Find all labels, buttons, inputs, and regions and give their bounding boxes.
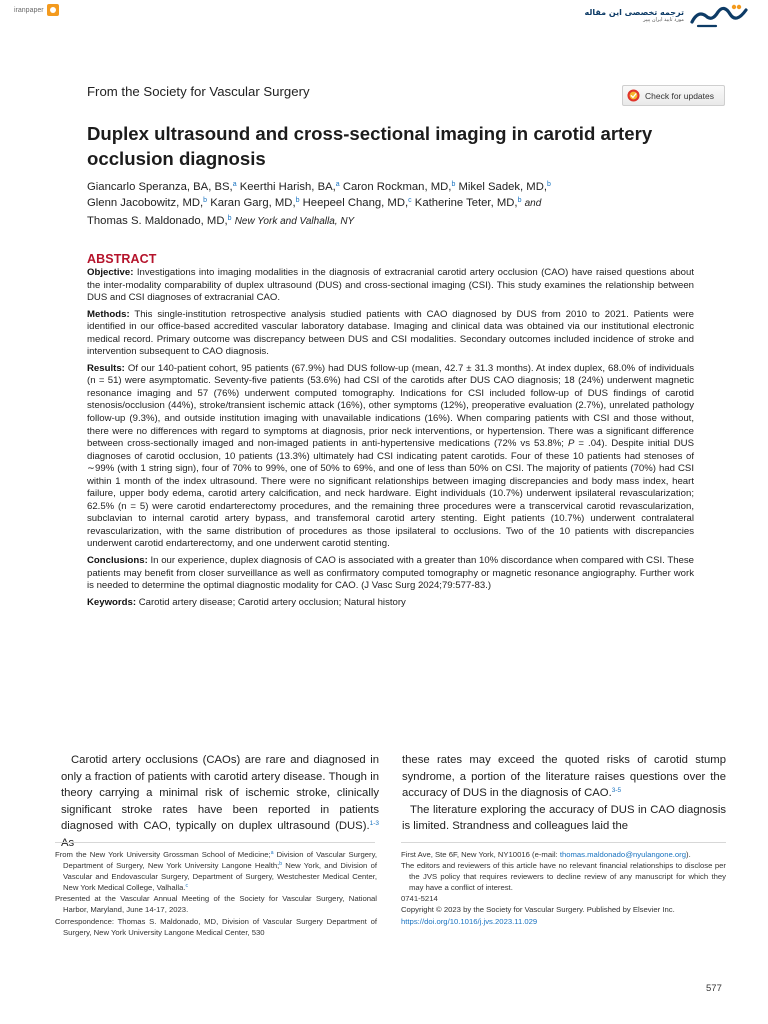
- results-text-cont: = .04). Despite initial DUS diagnoses of carotid occlusion, 10 patients (13.3%) ultimately had CSI indicating patent carotids. Four of these 10 patients had stenoses of ∼99% (with 1 string sign), four of 70% to 99%, one of 50% to 69%, and one of less than 50% on CSI. The majority of patients (70%) had CSI within 1 month of the index ultrasound. There were no significant relationships between imaging discrepancies and body mass index, heart failure, upper body edema, carotid artery calcification, and neck hardware. Eight individuals (10.7%) underwent ipsilateral revascularization; 62.5% (n = 5) were carotid endarterectomy procedures, and the remaining three procedures were a transcervical carotid revascularization, subclavian to internal carotid artery bypass, and transfemoral carotid artery stenting. Eight patients (10.7%) underwent contralateral revascularization, with the same distribution of procedures as those ipsilateral to occlusions. Two of the 10 patients with discrepancies underwent carotid endarterectomy, and one underwent carotid stenting.: [87, 438, 694, 550]
- article-title: Duplex ultrasound and cross-sectional imaging in carotid artery occlusion diagnosis: [87, 123, 653, 169]
- presented-footnote: Presented at the Vascular Annual Meeting of the Society for Vascular Surgery, National Harbor, Maryland, June 14-17, 2023.: [55, 894, 377, 915]
- intro-paragraph-cont: [402, 752, 726, 802]
- abstract-objective: [87, 267, 694, 305]
- literature-paragraph: The literature exploring the accuracy of DUS in CAO diagnosis is limited. Strandness and colleagues laid the: [402, 803, 726, 833]
- abstract-methods: [87, 309, 694, 359]
- copyright: Copyright © 2023 by the Society for Vascular Surgery. Published by Elsevier Inc.: [401, 905, 675, 915]
- affiliation-marker[interactable]: b: [547, 181, 551, 188]
- correspondence-footnote: Correspondence: Thomas S. Maldonado, MD, Division of Vascular Surgery Department of Surgery, New York University Langone Medical Center, 530: [55, 916, 377, 937]
- conclusions-label: Conclusions:: [87, 555, 148, 567]
- abstract-conclusions: [87, 555, 694, 593]
- methods-label: Methods:: [87, 308, 130, 320]
- affiliation-marker[interactable]: c: [408, 197, 412, 205]
- affiliation-marker[interactable]: b: [227, 214, 232, 222]
- iranpaper-wordmark: iranpaper: [14, 6, 44, 14]
- footnotes-left: [55, 849, 377, 938]
- keywords-label: Keywords:: [87, 596, 137, 608]
- author-location: New York and Valhalla, NY: [234, 215, 355, 227]
- affiliation-marker: a: [270, 850, 274, 856]
- objective-label: Objective:: [87, 267, 134, 278]
- address-continuation: [401, 849, 726, 860]
- doi-link[interactable]: https://doi.org/10.1016/j.jvs.2023.11.029: [401, 916, 538, 926]
- author-name: Karan Garg, MD,: [210, 197, 296, 210]
- methods-text: This single-institution retrospective analysis studied patients with CAO diagnosed by DUS from 2010 to 2021. Patients were identified in our office-based accredited vascular laboratory database. Imaging and clinical data was obtained via our institutional electronic medical record. Primary outcome was discrepancy between DUS and CSI modalities. Secondary outcomes included incidence of stroke and intervention subsequent to CAO diagnosis.: [87, 308, 694, 358]
- and-word: and: [524, 198, 542, 210]
- disclosure-footnote: The editors and reviewers of this article have no relevant financial relationships to disclose per the JVS policy that requires reviewers to decline review of any manuscript for which they may have a conflict of interest.: [401, 861, 726, 893]
- affiliation-marker[interactable]: a: [232, 181, 237, 188]
- results-p-symbol: P: [567, 438, 575, 450]
- abstract-keywords: [87, 597, 694, 610]
- affiliation-marker[interactable]: b: [517, 197, 522, 205]
- society-label: From the Society for Vascular Surgery: [87, 84, 310, 99]
- affiliation-marker[interactable]: a: [335, 181, 340, 188]
- keywords-text: Carotid artery disease; Carotid artery occlusion; Natural history: [138, 596, 406, 608]
- body-left-column: [61, 752, 379, 852]
- address-text: First Ave, Ste 6F, New York, NY10016 (e-mail:: [401, 850, 560, 859]
- check-for-updates-label: Check for updates: [645, 90, 714, 101]
- results-text: Of our 140-patient cohort, 95 patients (67.9%) had DUS follow-up (mean, 42.7 ± 31.3 months). At index duplex, 68.0% of individuals (n = 51) were asymptomatic. Seventy-five patients (53.6%) had CSI of the carotids after DUS CAO diagnosis; 18 (24%) underwent magnetic resonance imaging and 57 (76%) underwent computed tomography. Indications for CSI included follow-up of DUS findings of carotid stenosis/occlusion (44%), stroke/transient ischemic attack (16%), other symptoms (12%), preoperative evaluation (2.7%), unrelated pathology follow-up (9.3%), and outside institution imaging with unavailable indications (16%). When comparing patients with CSI and those without, there were no differences with regard to symptoms at diagnosis, prior neck interventions, or hypertension. There was a significant difference between cross-sectionally imaged and non-imaged patients in anti-hypertensive medications (72% vs 53.8%;: [87, 362, 695, 450]
- citation-link[interactable]: 3-5: [611, 787, 622, 795]
- affiliations-footnote: [55, 849, 377, 893]
- affiliation-text: From the New York University Grossman School of Medicine;: [55, 850, 271, 859]
- author-list: [87, 179, 707, 230]
- tarjomano-logo-icon: [688, 2, 750, 30]
- abstract-body: [87, 267, 694, 613]
- citation-link[interactable]: 1-3: [369, 820, 379, 828]
- author-name: Caron Rockman, MD,: [342, 181, 452, 193]
- crossmark-icon: [627, 89, 640, 102]
- conclusions-text: In our experience, duplex diagnosis of CAO is associated with a greater than 10% discordance when compared with CSI. These patients may benefit from closer surveillance as well as confirmatory computed tomography or magnetic resonance angiography. Further work is needed to determine the optimal diagnostic modality for CAO. (J Vasc Surg 2024;79:577-83.): [87, 555, 695, 592]
- author-name: Keerthi Harish, BA,: [239, 181, 336, 193]
- author-name: Heepeel Chang, MD,: [302, 197, 409, 210]
- affiliation-marker: b: [279, 861, 283, 868]
- affiliation-text: Division of Vascular Surgery, Department of Surgery, New York University Langone Health;: [63, 850, 377, 871]
- issn: 0741-5214: [401, 894, 438, 904]
- iranpaper-logo-icon: [47, 4, 59, 16]
- author-name: Katherine Teter, MD,: [414, 197, 518, 210]
- email-link[interactable]: thomas.maldonado@nyulangone.org: [559, 850, 687, 859]
- affiliation-marker[interactable]: b: [295, 197, 300, 205]
- abstract-heading: ABSTRACT: [87, 252, 157, 266]
- intro-continuation: these rates may exceed the quoted risks of carotid stump syndrome, a portion of the literature raises questions over the accuracy of DUS in the diagnosis of CAO.: [402, 754, 726, 800]
- page-number: 577: [706, 983, 722, 994]
- footnote-divider: [55, 842, 375, 843]
- tarjomano-tagline: ترجمه تخصصی این مقاله: [584, 8, 684, 18]
- affiliation-marker: c: [185, 883, 188, 890]
- tarjomano-subtagline: مورد تایید ایران پیپر: [643, 16, 684, 23]
- intro-paragraph: Carotid artery occlusions (CAOs) are rare and diagnosed in only a fraction of patients with carotid artery disease. Though in theory carrying a minimal risk of ischemic stroke, clinically significant stroke rates have been reported in patients diagnosed with CAO, typically on duplex ultrasound (DUS).: [61, 754, 379, 833]
- tarjomano-banner[interactable]: [585, 2, 750, 30]
- author-name: Glenn Jacobowitz, MD,: [87, 197, 204, 210]
- author-name: Giancarlo Speranza, BA, BS,: [87, 181, 233, 193]
- author-name: Thomas S. Maldonado, MD,: [87, 214, 228, 227]
- objective-text: Investigations into imaging modalities in the diagnosis of extracranial carotid artery occlusion (CAO) have raised questions about the inter-modality comparability of duplex ultrasound (DUS) and cross-sectional imaging (CSI). This study examines the relationship between DUS and CSI diagnoses of extracranial CAO.: [87, 267, 695, 304]
- affiliation-marker[interactable]: b: [451, 181, 456, 188]
- author-name: Mikel Sadek, MD,: [458, 181, 548, 193]
- results-label: Results:: [87, 362, 125, 374]
- affiliation-marker[interactable]: b: [203, 197, 208, 205]
- footnotes-right: [401, 849, 726, 927]
- iranpaper-logo[interactable]: [14, 4, 59, 16]
- address-end: ).: [686, 850, 691, 859]
- affiliation-text: New York, and Division of Vascular and Endovascular Surgery, Department of Surgery, Westchester Medical Center, New York Medical College, Valhalla.: [63, 861, 377, 893]
- check-for-updates-button[interactable]: [622, 85, 725, 106]
- footnote-divider: [401, 842, 726, 843]
- abstract-results: [87, 363, 694, 551]
- body-right-column: [402, 752, 726, 835]
